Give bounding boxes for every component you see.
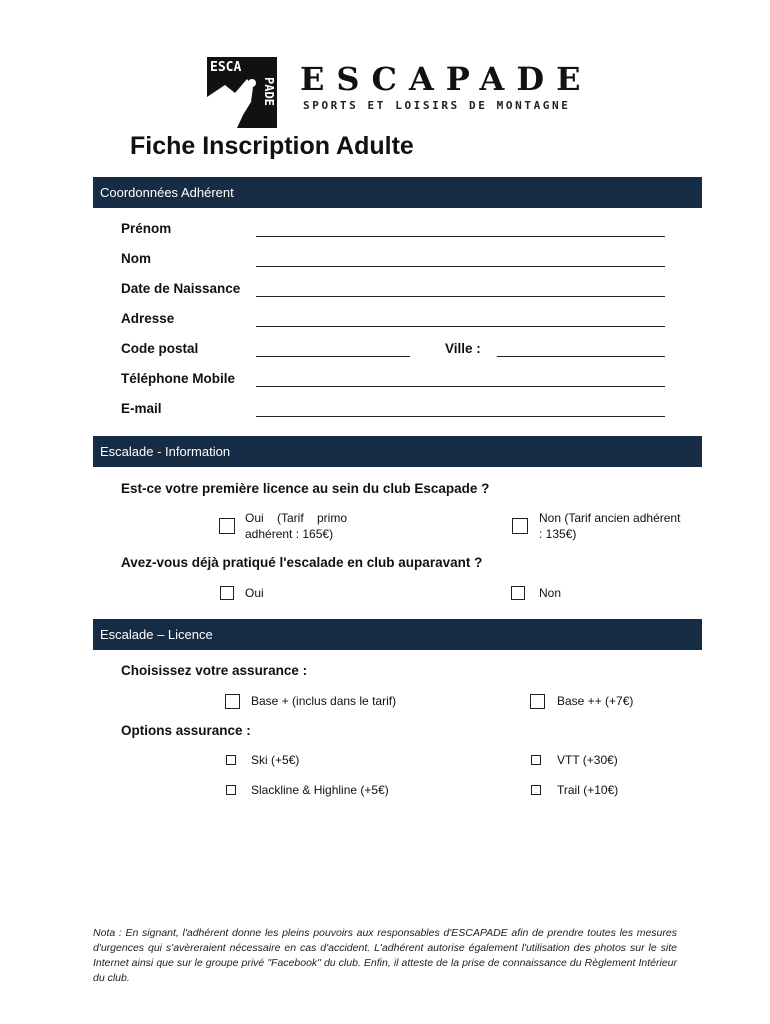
page-title: Fiche Inscription Adulte: [130, 132, 414, 160]
logo-text-esca: ESCA: [210, 60, 242, 75]
option-oui-line2: adhérent : 165€): [245, 527, 334, 541]
code-postal-field[interactable]: [256, 356, 410, 357]
option-slackline: Slackline & Highline (+5€): [251, 783, 389, 797]
section-header-licence: Escalade – Licence: [93, 619, 702, 650]
label-prenom: Prénom: [121, 221, 172, 236]
checkbox-escalade-club-oui[interactable]: [220, 586, 234, 600]
ville-field[interactable]: [497, 356, 665, 357]
telephone-field[interactable]: [256, 386, 665, 387]
adresse-field[interactable]: [256, 326, 665, 327]
climber-silhouette-icon: [207, 57, 277, 128]
checkbox-ski[interactable]: [226, 755, 236, 765]
checkbox-trail[interactable]: [531, 785, 541, 795]
label-date-naissance: Date de Naissance: [121, 281, 241, 296]
checkbox-vtt[interactable]: [531, 755, 541, 765]
email-field[interactable]: [256, 416, 665, 417]
option-base-plus: Base + (inclus dans le tarif): [251, 694, 397, 708]
logo-text-pade: PADE: [262, 77, 276, 106]
nom-field[interactable]: [256, 266, 665, 267]
option-premiere-licence-oui: [245, 510, 347, 542]
question-escalade-club: Avez-vous déjà pratiqué l'escalade en club auparavant ?: [121, 555, 483, 570]
prenom-field[interactable]: [256, 236, 665, 237]
section-header-information: Escalade - Information: [93, 436, 702, 467]
checkbox-base-plus-plus[interactable]: [530, 694, 545, 709]
checkbox-escalade-club-non[interactable]: [511, 586, 525, 600]
nota-text: Nota : En signant, l'adhérent donne les pleins pouvoirs aux responsables d'ESCAPADE afin de prendre toutes les mesures d'urgences qui s'avèreraient nécessaire en cas d'accident. L'adhérent autorise également l'utilisation des photos sur le site Internet ainsi que sur le groupe privé "Facebook" du club. Enfin, il atteste de la prise de connaissance du Règlement Intérieur du club.: [93, 927, 677, 984]
brand-tagline: SPORTS ET LOISIRS DE MONTAGNE: [303, 99, 571, 112]
question-assurance: Choisissez votre assurance :: [121, 663, 308, 678]
checkbox-base-plus[interactable]: [225, 694, 240, 709]
option-escalade-club-non: Non: [539, 586, 562, 600]
option-premiere-licence-non: [539, 510, 680, 542]
label-telephone: Téléphone Mobile: [121, 371, 236, 386]
question-premiere-licence: Est-ce votre première licence au sein du club Escapade ?: [121, 481, 490, 496]
escapade-logo: [207, 57, 277, 128]
checkbox-premiere-licence-non[interactable]: [512, 518, 528, 534]
checkbox-premiere-licence-oui[interactable]: [219, 518, 235, 534]
option-vtt: VTT (+30€): [557, 753, 618, 767]
option-ski: Ski (+5€): [251, 753, 300, 767]
section-header-adherent: Coordonnées Adhérent: [93, 177, 702, 208]
option-base-plus-plus: Base ++ (+7€): [557, 694, 634, 708]
label-ville: Ville :: [445, 341, 481, 356]
option-non-line1: Non (Tarif ancien adhérent: [539, 511, 681, 525]
date-naissance-field[interactable]: [256, 296, 665, 297]
checkbox-slackline[interactable]: [226, 785, 236, 795]
brand-name: ESCAPADE: [300, 60, 593, 98]
label-adresse: Adresse: [121, 311, 175, 326]
option-escalade-club-oui: Oui: [245, 586, 264, 600]
option-oui-line1: Oui (Tarif primo: [245, 511, 348, 525]
option-non-line2: : 135€): [539, 527, 577, 541]
option-trail: Trail (+10€): [557, 783, 619, 797]
label-code-postal: Code postal: [121, 341, 199, 356]
question-options-assurance: Options assurance :: [121, 723, 251, 738]
label-email: E-mail: [121, 401, 162, 416]
label-nom: Nom: [121, 251, 151, 266]
